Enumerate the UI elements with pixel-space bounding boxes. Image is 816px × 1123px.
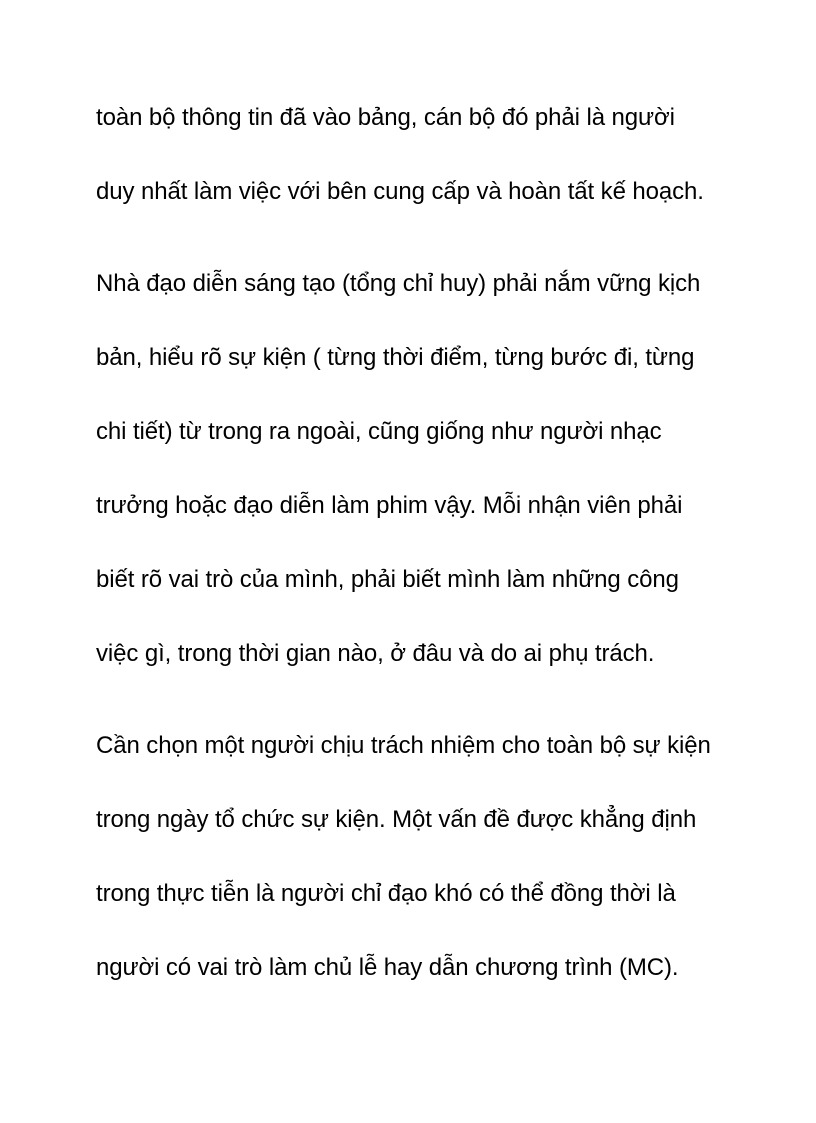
text-line: toàn bộ thông tin đã vào bảng, cán bộ đó phải là người bbox=[96, 104, 675, 131]
text-line: trưởng hoặc đạo diễn làm phim vậy. Mỗi nhận viên phải bbox=[96, 492, 683, 519]
text-line: việc gì, trong thời gian nào, ở đâu và do ai phụ trách. bbox=[96, 640, 655, 667]
text-line: duy nhất làm việc với bên cung cấp và hoàn tất kế hoạch. bbox=[96, 178, 704, 205]
text-line: trong thực tiễn là người chỉ đạo khó có thể đồng thời là bbox=[96, 880, 676, 907]
text-line: trong ngày tổ chức sự kiện. Một vấn đề được khẳng định bbox=[96, 806, 697, 833]
text-line: Nhà đạo diễn sáng tạo (tổng chỉ huy) phải nắm vững kịch bbox=[96, 270, 701, 297]
text-line: bản, hiểu rõ sự kiện ( từng thời điểm, từng bước đi, từng bbox=[96, 344, 695, 371]
text-line: chi tiết) từ trong ra ngoài, cũng giống như người nhạc bbox=[96, 418, 662, 445]
text-line: Cần chọn một người chịu trách nhiệm cho toàn bộ sự kiện bbox=[96, 732, 711, 759]
text-line: biết rõ vai trò của mình, phải biết mình làm những công bbox=[96, 566, 679, 593]
text-line: người có vai trò làm chủ lễ hay dẫn chương trình (MC). bbox=[96, 954, 679, 981]
